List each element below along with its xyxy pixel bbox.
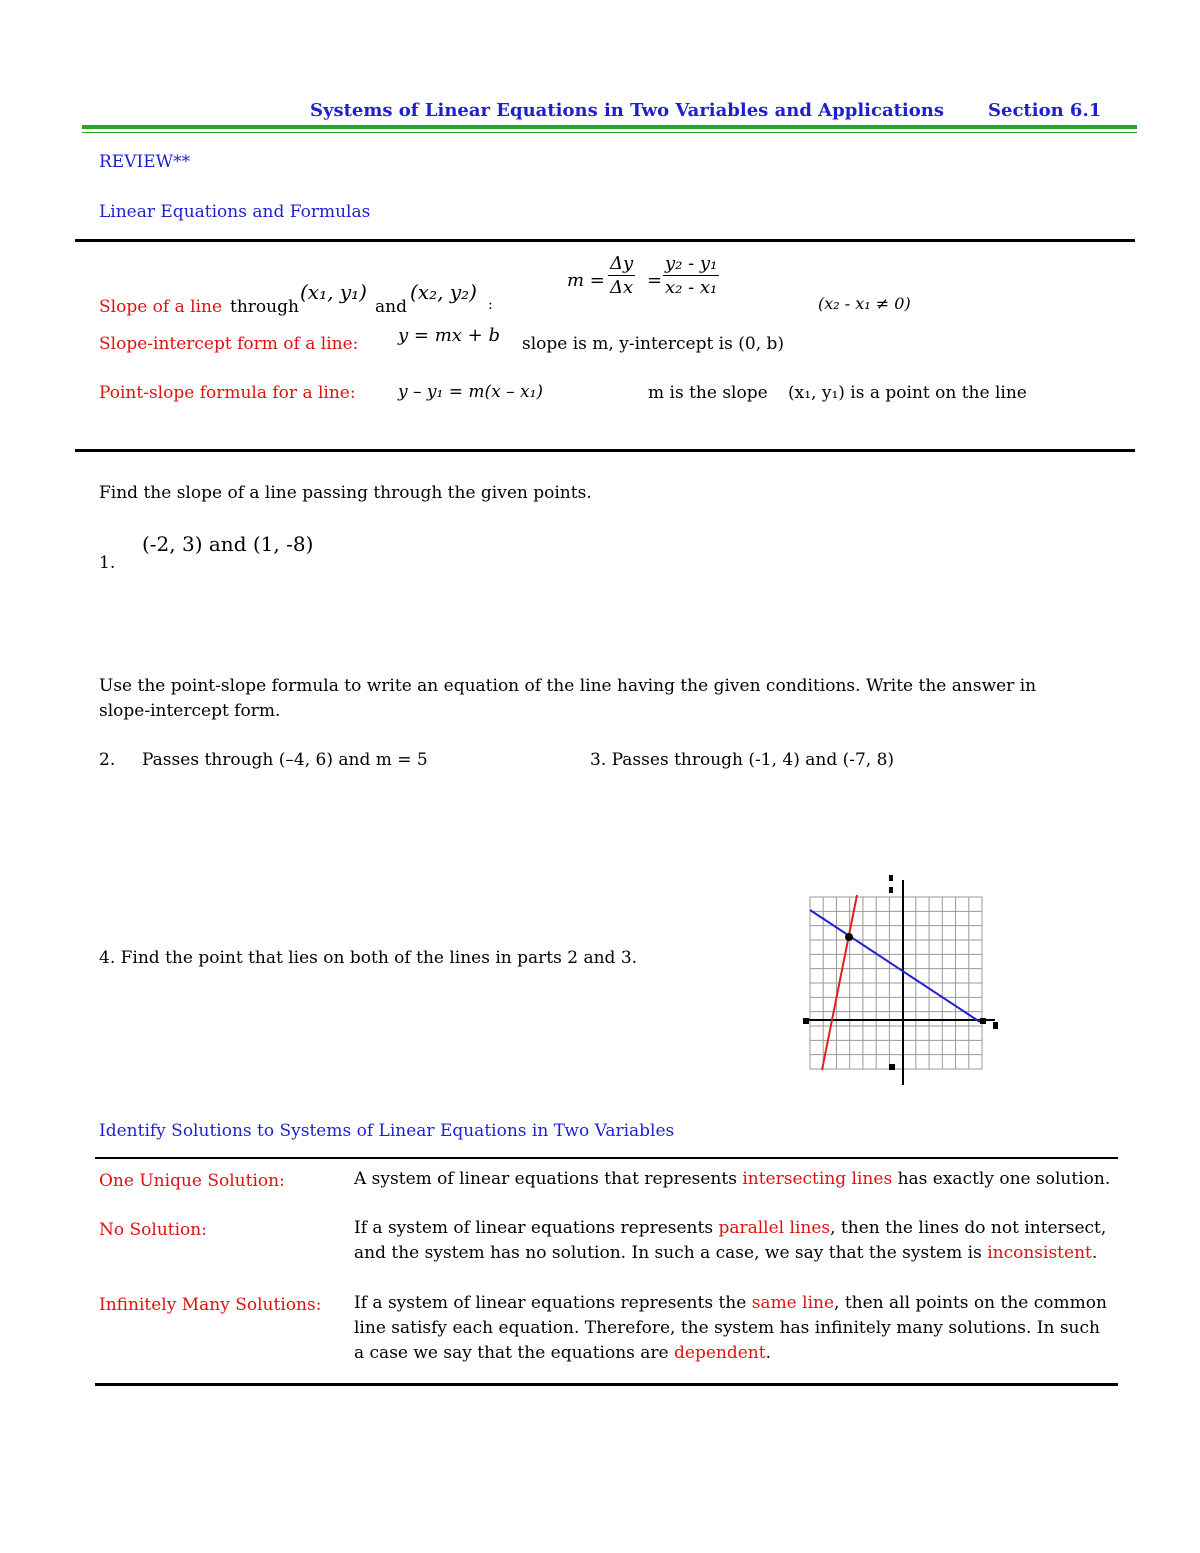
description-segment: If a system of linear equations represents	[354, 1218, 719, 1238]
slope-through-text: through	[230, 297, 299, 317]
infinite-solutions-description	[354, 1291, 1114, 1366]
description-segment: inconsistent	[987, 1243, 1092, 1263]
description-segment: A system of linear equations that represents	[354, 1169, 743, 1189]
question-4-text: 4. Find the point that lies on both of the lines in parts 2 and 3.	[99, 948, 638, 968]
delta-x: Δx	[610, 277, 634, 298]
intersection-point	[845, 933, 853, 941]
document-title: Systems of Linear Equations in Two Variables and Applications	[310, 100, 944, 121]
axis-tick-mark-top-2	[889, 887, 893, 893]
slope-intercept-formula: y = mx + b	[398, 325, 500, 346]
axis-tick-mark-right	[980, 1018, 986, 1024]
question-1-points: (-2, 3) and (1, -8)	[142, 532, 314, 556]
slope-intercept-label: Slope-intercept form of a line:	[99, 334, 359, 354]
y-difference: y₂ - y₁	[665, 253, 718, 274]
header-rule-thin	[82, 132, 1137, 133]
x-difference: x₂ - x₁	[665, 277, 718, 298]
question-1-number: 1.	[99, 553, 116, 573]
slope-label: Slope of a line	[99, 297, 223, 317]
description-segment: .	[765, 1343, 771, 1363]
point-slope-m-description: m is the slope	[648, 383, 768, 403]
description-segment: same line	[751, 1293, 835, 1313]
question-1-instruction: Find the slope of a line passing through the given points.	[99, 483, 592, 503]
slope-condition: (x₂ - x₁ ≠ 0)	[818, 294, 911, 313]
description-segment: parallel lines	[718, 1218, 831, 1238]
and-text: and	[375, 297, 407, 317]
systems-bottom-rule	[95, 1383, 1118, 1386]
formula-box-bottom-rule	[75, 449, 1135, 452]
question-2-3-instruction: Use the point-slope formula to write an equation of the line having the given conditions. Write the answer in slope-intercept form.	[99, 676, 1037, 721]
one-solution-label: One Unique Solution:	[99, 1171, 285, 1191]
axis-tick-mark-right-2	[993, 1022, 998, 1029]
systems-top-rule	[95, 1157, 1118, 1159]
point-slope-label: Point-slope formula for a line:	[99, 383, 356, 403]
slope-delta-fraction	[608, 253, 635, 298]
colon-text: :	[488, 297, 493, 313]
point-slope-point-description: (x₁, y₁) is a point on the line	[788, 383, 1027, 403]
description-segment: If a system of linear equations represents the	[354, 1293, 752, 1313]
description-segment: has exactly one solution.	[892, 1169, 1111, 1189]
graph-grid	[810, 897, 982, 1069]
section-number: Section 6.1	[988, 100, 1102, 121]
question-2-text: Passes through (–4, 6) and m = 5	[142, 750, 428, 770]
question-2-number: 2.	[99, 750, 116, 770]
point-two: (x₂, y₂)	[410, 280, 477, 304]
description-segment: intersecting lines	[742, 1169, 893, 1189]
header-rule-thick	[82, 125, 1137, 129]
infinite-solutions-label: Infinitely Many Solutions:	[99, 1295, 322, 1315]
formula-box-top-rule	[75, 239, 1135, 242]
no-solution-description	[354, 1216, 1114, 1266]
description-segment: .	[1091, 1243, 1098, 1263]
point-one: (x₁, y₁)	[300, 280, 367, 304]
axis-tick-mark-top	[889, 875, 893, 881]
description-segment: , then the lines do not intersect, and the system has no solution. In such a case, we say that the system is	[354, 1218, 1107, 1263]
review-label: REVIEW**	[99, 152, 191, 172]
review-subtitle: Linear Equations and Formulas	[99, 202, 371, 222]
slope-m-equals: m =	[567, 270, 605, 291]
axis-tick-mark-bottom	[889, 1064, 895, 1070]
description-segment: , then all points on the common line satisfy each equation. Therefore, the system has infinitely many solutions. In such a case we say that the equations are	[354, 1293, 1107, 1363]
systems-heading: Identify Solutions to Systems of Linear Equations in Two Variables	[99, 1121, 675, 1141]
point-slope-formula: y – y₁ = m(x – x₁)	[398, 382, 544, 402]
delta-y: Δy	[610, 253, 634, 274]
intersecting-lines-graph	[795, 865, 1005, 1090]
axis-tick-mark-left	[803, 1018, 809, 1024]
slope-coordinate-fraction	[663, 253, 719, 298]
question-3-text: 3. Passes through (-1, 4) and (-7, 8)	[590, 750, 895, 770]
equals-sign: =	[647, 270, 663, 291]
description-segment: dependent	[674, 1343, 766, 1363]
no-solution-label: No Solution:	[99, 1220, 207, 1240]
one-solution-description	[354, 1167, 1114, 1192]
slope-intercept-description: slope is m, y-intercept is (0, b)	[522, 334, 785, 354]
